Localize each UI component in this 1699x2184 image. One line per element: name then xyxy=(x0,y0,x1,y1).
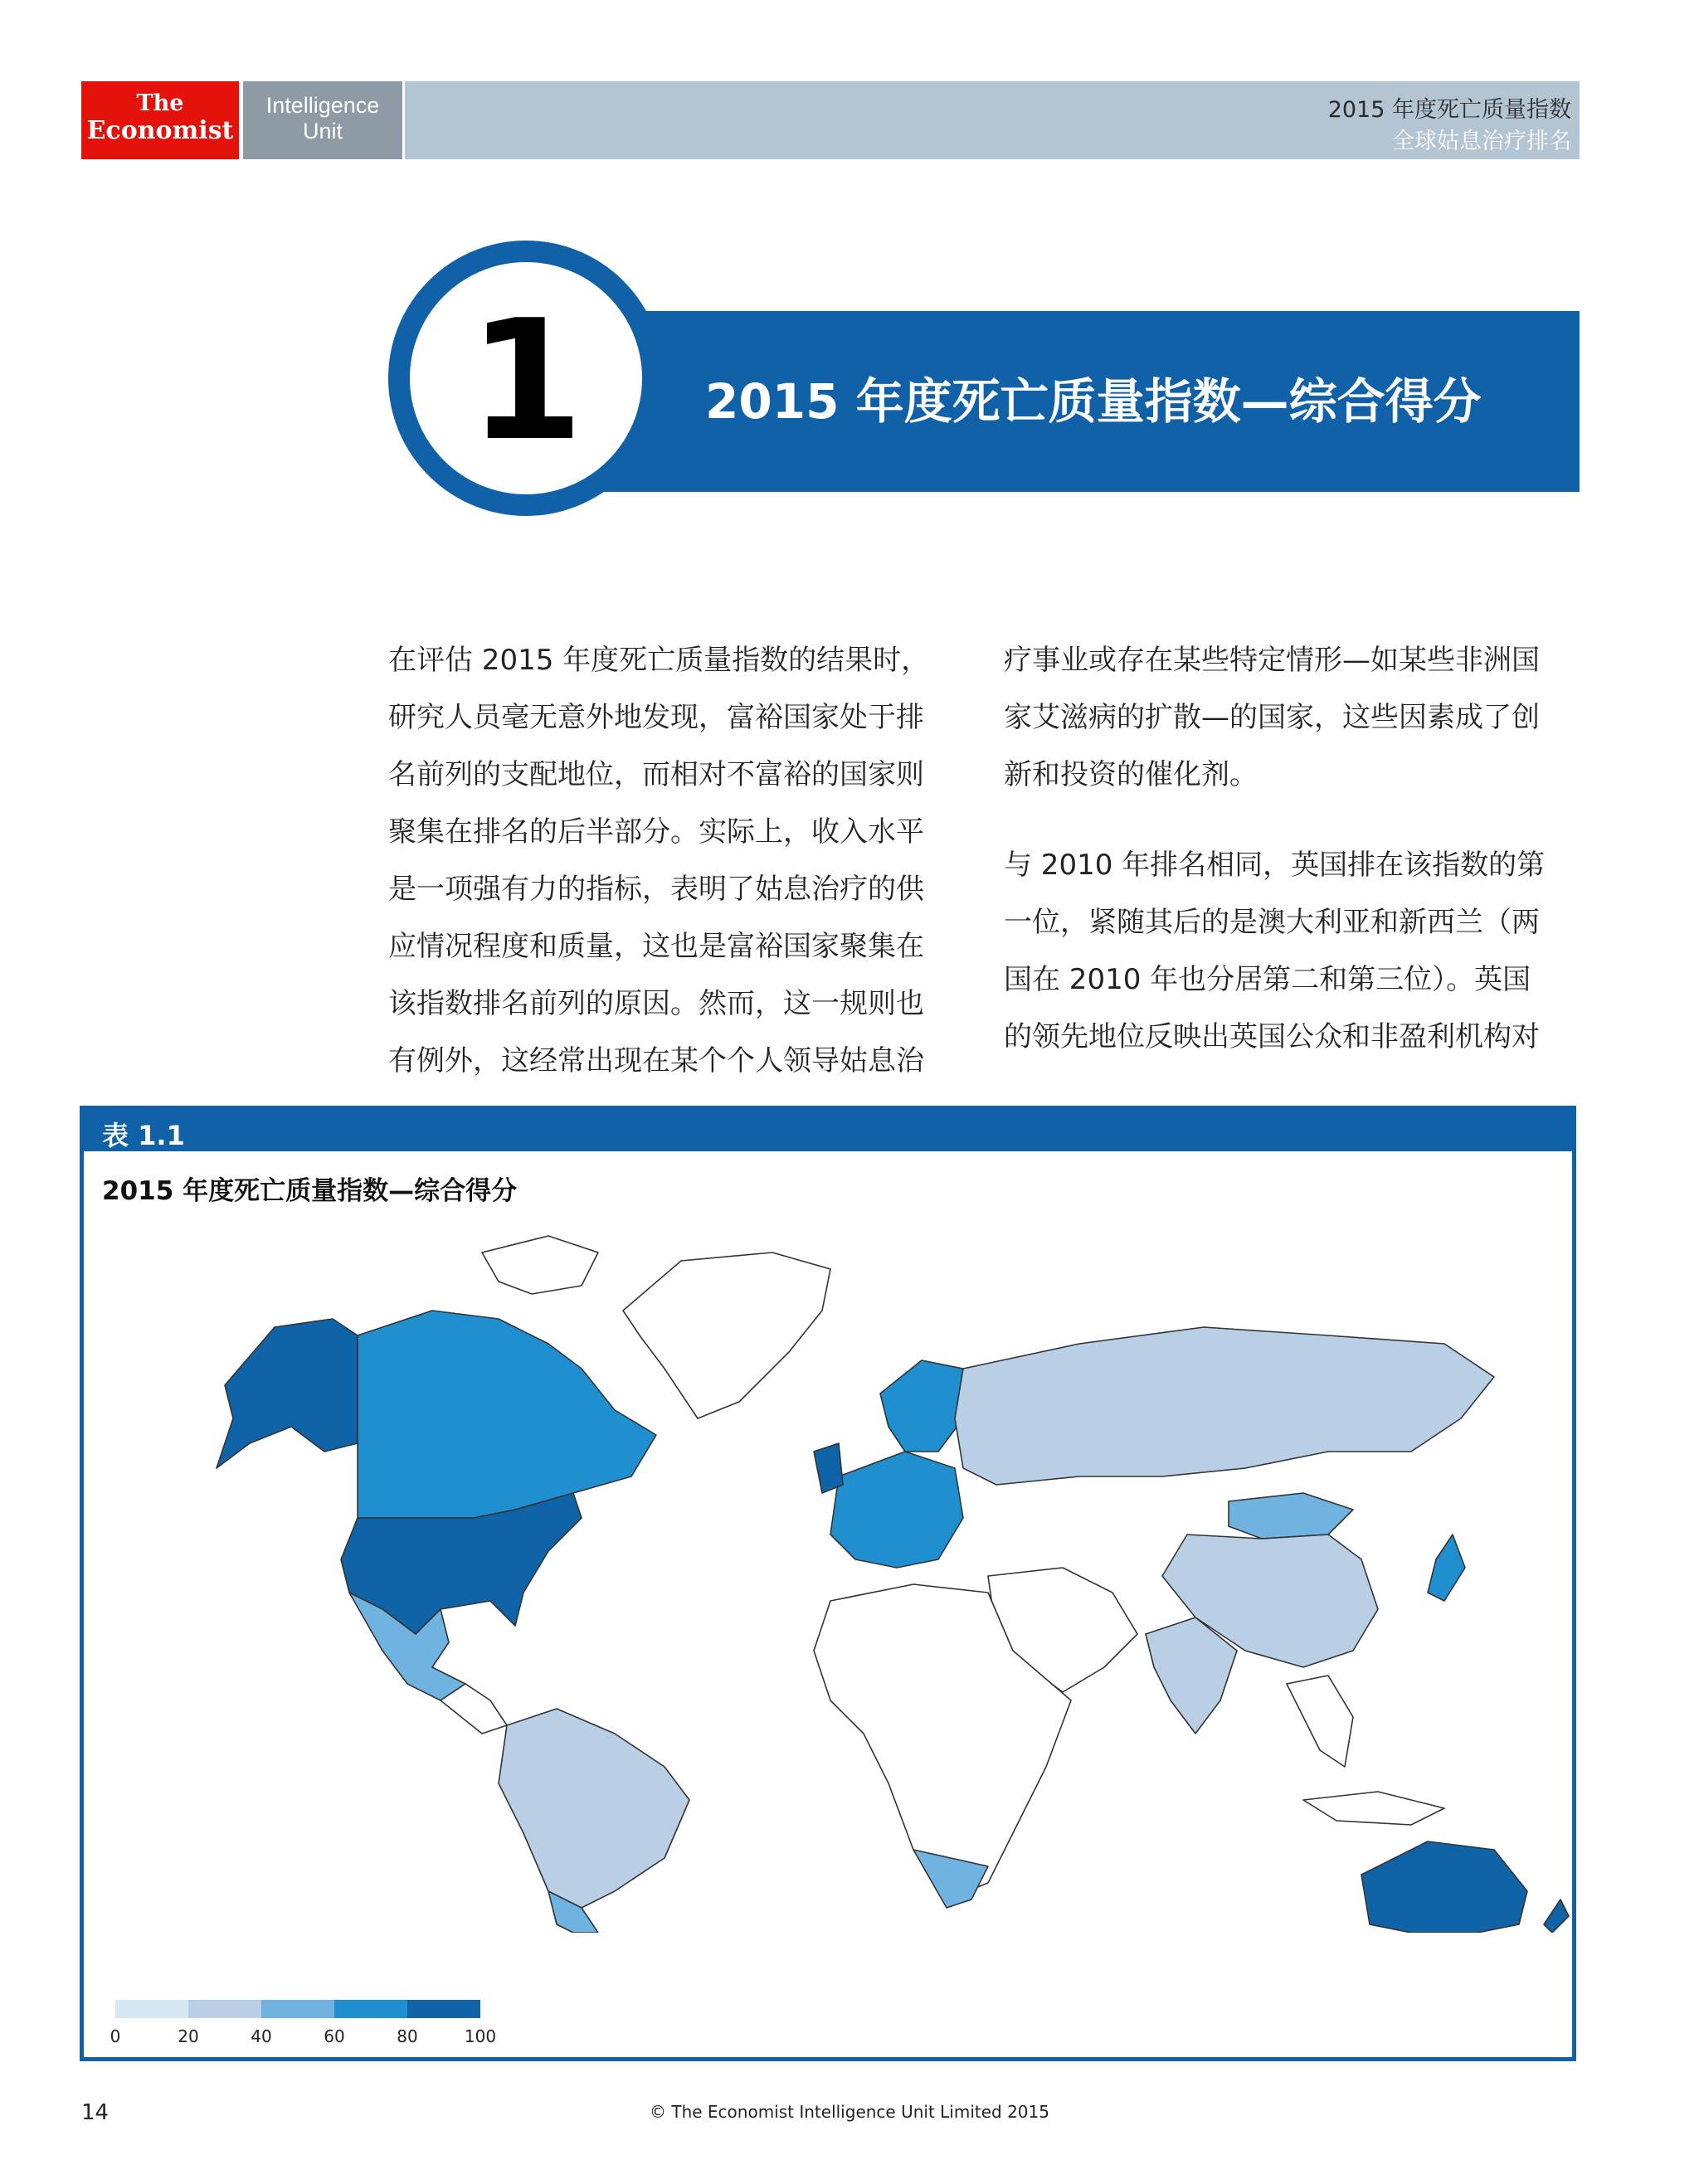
text-line: 在评估 2015 年度死亡质量指数的结果时， xyxy=(388,644,930,677)
region-southeast-asia xyxy=(1287,1676,1353,1767)
body-column-left xyxy=(388,632,969,1090)
region-united-kingdom xyxy=(814,1443,843,1493)
text-line: 该指数排名前列的原因。然而，这一规则也 xyxy=(388,987,924,1020)
region-japan xyxy=(1428,1535,1465,1601)
page-number: 14 xyxy=(81,2100,110,2125)
report-subtitle: 全球姑息治疗排名 xyxy=(1392,129,1571,154)
legend-tick: 100 xyxy=(464,2026,497,2046)
copyright: © The Economist Intelligence Unit Limited 2015 xyxy=(650,2102,1049,2122)
text-line: 是一项强有力的指标，表明了姑息治疗的供 xyxy=(388,873,924,906)
figure-box xyxy=(80,1106,1576,2061)
unit-line2: Unit xyxy=(302,119,343,143)
region-canada xyxy=(358,1311,656,1518)
logo-line1: The xyxy=(136,90,184,116)
region-scandinavia xyxy=(880,1360,963,1452)
chapter-banner xyxy=(531,311,1580,492)
legend-swatch xyxy=(188,2000,261,2018)
text-line: 疗事业或存在某些特定情形—如某些非洲国 xyxy=(1004,644,1540,677)
figure-title: 2015 年度死亡质量指数—综合得分 xyxy=(102,1176,518,1206)
figure-header xyxy=(84,1110,1572,1151)
text-line: 一位，紧随其后的是澳大利亚和新西兰（两 xyxy=(1004,906,1540,939)
region-south-america xyxy=(499,1709,689,1908)
report-title: 2015 年度死亡质量指数 xyxy=(1327,97,1571,123)
legend-swatch xyxy=(407,2000,480,2018)
region-australia xyxy=(1361,1841,1527,1933)
text-line: 的领先地位反映出英国公众和非盈利机构对 xyxy=(1004,1020,1540,1053)
body-column-right xyxy=(1004,632,1585,1066)
body-paragraph xyxy=(388,632,969,1090)
region-new-zealand xyxy=(1544,1899,1569,1933)
region-arctic-islands xyxy=(482,1236,598,1294)
legend-swatch xyxy=(261,2000,334,2018)
legend-swatch xyxy=(334,2000,407,2018)
legend-tick: 40 xyxy=(251,2026,272,2046)
world-map xyxy=(84,1203,1572,1933)
region-alaska xyxy=(217,1319,358,1468)
text-line: 新和投资的催化剂。 xyxy=(1004,758,1258,791)
map-legend xyxy=(110,2000,497,2050)
legend-tick: 80 xyxy=(397,2026,418,2046)
region-mongolia xyxy=(1229,1493,1353,1539)
header-band xyxy=(405,81,1580,159)
logo-line2: Economist xyxy=(86,116,234,145)
intelligence-unit-label xyxy=(243,81,402,159)
unit-line1: Intelligence xyxy=(265,93,380,118)
body-paragraph xyxy=(1004,837,1585,1066)
chapter-number-circle xyxy=(388,241,664,516)
chapter-number: 1 xyxy=(468,285,584,478)
text-line: 与 2010 年排名相同，英国排在该指数的第 xyxy=(1004,849,1546,882)
text-line: 应情况程度和质量，这也是富裕国家聚集在 xyxy=(388,930,924,963)
text-line: 家艾滋病的扩散—的国家，这些因素成了创 xyxy=(1004,701,1540,734)
text-line: 聚集在排名的后半部分。实际上，收入水平 xyxy=(388,815,924,849)
region-indonesia xyxy=(1303,1792,1444,1825)
text-line: 国在 2010 年也分居第二和第三位）。英国 xyxy=(1004,963,1531,996)
text-line: 有例外，这经常出现在某个个人领导姑息治 xyxy=(388,1044,924,1077)
region-europe xyxy=(830,1452,963,1568)
legend-tick: 20 xyxy=(178,2026,199,2046)
economist-logo xyxy=(81,81,239,159)
text-line: 名前列的支配地位，而相对不富裕的国家则 xyxy=(388,758,924,791)
body-paragraph xyxy=(1004,632,1585,804)
legend-swatch xyxy=(115,2000,188,2018)
legend-tick: 60 xyxy=(324,2026,345,2046)
region-greenland xyxy=(623,1253,830,1418)
chapter-title: 2015 年度死亡质量指数—综合得分 xyxy=(705,373,1482,430)
figure-label: 表 1.1 xyxy=(102,1120,185,1151)
region-russia xyxy=(955,1327,1494,1485)
legend-tick: 0 xyxy=(110,2026,121,2046)
text-line: 研究人员毫无意外地发现，富裕国家处于排 xyxy=(388,701,924,734)
